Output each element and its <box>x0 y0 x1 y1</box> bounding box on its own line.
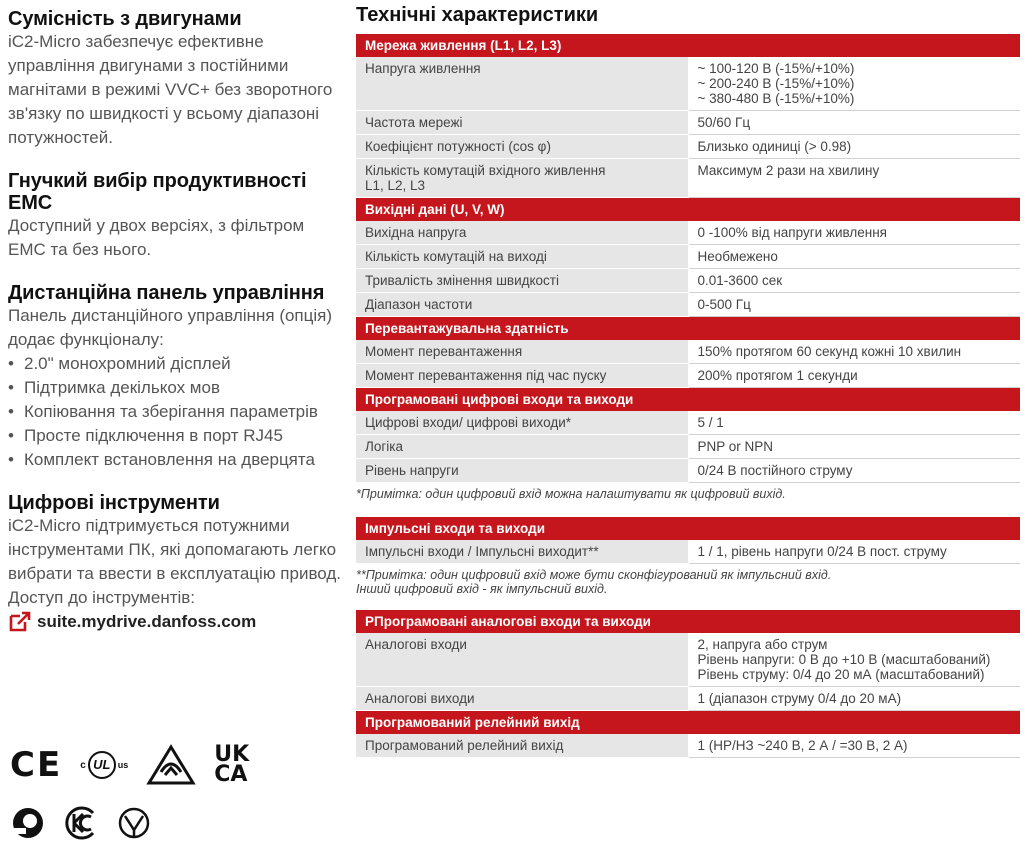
spec-table-mains <box>356 34 1020 483</box>
table-row <box>356 633 1020 687</box>
table-row <box>356 221 1020 245</box>
spec-value: 1 (НР/НЗ ~240 В, 2 А / =30 В, 2 А) <box>688 734 1020 758</box>
spec-key: Момент перевантаження <box>356 340 688 364</box>
bullet-item: • Комплект встановлення на дверцята <box>8 448 343 472</box>
spec-key: Коефіцієнт потужності (cos φ) <box>356 135 688 159</box>
table-row <box>356 159 1020 198</box>
spec-key: Аналогові входи <box>356 633 688 687</box>
spec-key: Рівень напруги <box>356 459 688 483</box>
spec-key: Цифрові входи/ цифрові виходи* <box>356 411 688 435</box>
spec-group-title: Програмовані цифрові входи та виходи <box>356 388 1020 412</box>
eac-mark-icon <box>10 806 46 840</box>
table-row <box>356 540 1020 564</box>
table-row <box>356 411 1020 435</box>
spec-group-header <box>356 317 1020 341</box>
section-title: Гнучкий вибір продуктивності EMC <box>8 170 307 214</box>
external-link-icon <box>8 611 32 633</box>
spec-group-header <box>356 711 1020 735</box>
spec-value: 0-500 Гц <box>688 293 1020 317</box>
table-row <box>356 111 1020 135</box>
feature-bullet-list <box>8 352 343 472</box>
section-body: Доступний у двох версіях, з фільтром ЕМС та без нього. <box>8 216 305 259</box>
suite-link-text[interactable]: suite.mydrive.danfoss.com <box>37 612 257 631</box>
spec-key: Програмований релейний вихід <box>356 734 688 758</box>
spec-key: Тривалість змінення швидкості <box>356 269 688 293</box>
table-row <box>356 245 1020 269</box>
spec-value: 0 -100% від напруги живлення <box>688 221 1020 245</box>
spec-value: Необмежено <box>688 245 1020 269</box>
spec-key: Кількість комутацій на виході <box>356 245 688 269</box>
section-motor-compat <box>8 8 343 150</box>
spec-group-title: Перевантажувальна здатність <box>356 317 1020 341</box>
feature-column <box>8 8 343 653</box>
spec-column <box>356 0 1020 758</box>
table-row <box>356 293 1020 317</box>
spec-value: 0.01-3600 сек <box>688 269 1020 293</box>
section-remote-panel <box>8 282 343 472</box>
section-body: Панель дистанційного управління (опція) додає функціоналу: <box>8 306 333 349</box>
spec-group-header <box>356 610 1020 633</box>
bullet-item: • 2.0ʺ монохромний дісплей <box>8 352 343 376</box>
spec-value: Максимум 2 рази на хвилину <box>688 159 1020 198</box>
spec-value: 200% протягом 1 секунди <box>688 364 1020 388</box>
table-row <box>356 687 1020 711</box>
spec-key: Діапазон частоти <box>356 293 688 317</box>
certification-marks <box>10 740 330 848</box>
spec-value: 50/60 Гц <box>688 111 1020 135</box>
spec-key: Напруга живлення <box>356 57 688 111</box>
table-row <box>356 269 1020 293</box>
bullet-item: • Підтримка декількох мов <box>8 376 343 400</box>
spec-value: Близько одиниці (> 0.98) <box>688 135 1020 159</box>
spec-group-title: Програмований релейний вихід <box>356 711 1020 735</box>
spec-key: Імпульсні входи / Імпульсні виходит** <box>356 540 688 564</box>
suite-link[interactable] <box>8 611 343 633</box>
spec-table-analog-relay <box>356 610 1020 758</box>
section-title: Дистанційна панель управління <box>8 282 325 304</box>
spec-value: 5 / 1 <box>688 411 1020 435</box>
footnote-digital: *Примітка: один цифровий вхід можна налаштувати як цифровий вихід. <box>356 487 786 501</box>
section-body-access: Доступ до інструментів: <box>8 588 196 607</box>
cert-row-2 <box>10 798 330 848</box>
spec-group-title: РПрограмовані аналогові входи та виходи <box>356 610 1020 633</box>
spec-value: 1 / 1, рівень напруги 0/24 В пост. струму <box>688 540 1020 564</box>
ukca-mark-icon: UK CA <box>214 742 250 787</box>
spec-key: Момент перевантаження під час пуску <box>356 364 688 388</box>
table-row <box>356 57 1020 111</box>
spec-group-title: Мережа живлення (L1, L2, L3) <box>356 34 1020 57</box>
table-row <box>356 364 1020 388</box>
rcm-mark-icon <box>146 744 196 786</box>
bullet-item: • Просте підключення в порт RJ45 <box>8 424 343 448</box>
table-row <box>356 459 1020 483</box>
spec-key: Кількість комутацій вхідного живлення L1, L2, L3 <box>356 159 688 198</box>
table-row <box>356 435 1020 459</box>
footnote-pulse: **Примітка: один цифровий вхід може бути сконфігурований як імпульсний вхід. Інший цифровий вхід - як імпульсний вихід. <box>356 568 832 596</box>
ce-mark-icon: CE <box>10 745 63 785</box>
ukrsepro-mark-icon <box>116 806 152 840</box>
spec-title: Технічні характеристики <box>356 4 599 26</box>
spec-group-title: Вихідні дані (U, V, W) <box>356 198 1020 222</box>
spec-value: ~ 100-120 В (-15%/+10%) ~ 200-240 В (-15%/+10%) ~ 380-480 В (-15%/+10%) <box>688 57 1020 111</box>
spec-key: Логіка <box>356 435 688 459</box>
table-row <box>356 734 1020 758</box>
table-row <box>356 340 1020 364</box>
spec-table-pulse <box>356 517 1020 564</box>
spec-value: PNP or NPN <box>688 435 1020 459</box>
section-title: Сумісність з двигунами <box>8 8 242 30</box>
cert-row-1 <box>10 740 330 790</box>
section-title: Цифрові інструменти <box>8 492 220 514</box>
spec-group-header <box>356 198 1020 222</box>
table-row <box>356 135 1020 159</box>
spec-value: 1 (діапазон струму 0/4 до 20 мА) <box>688 687 1020 711</box>
section-body: iC2-Micro підтримується потужними інструментами ПК, які допомагають легко вибрати та ввести в експлуатацію привод. <box>8 516 342 583</box>
spec-group-header <box>356 517 1020 540</box>
bullet-item: • Копіювання та зберігання параметрів <box>8 400 343 424</box>
spec-key: Частота мережі <box>356 111 688 135</box>
kc-mark-icon <box>64 806 98 840</box>
spec-value: 150% протягом 60 секунд кожні 10 хвилин <box>688 340 1020 364</box>
spec-group-header <box>356 34 1020 57</box>
section-emc <box>8 170 343 262</box>
spec-value: 0/24 В постійного струму <box>688 459 1020 483</box>
spec-group-header <box>356 388 1020 412</box>
spec-group-title: Імпульсні входи та виходи <box>356 517 1020 540</box>
spec-key: Аналогові виходи <box>356 687 688 711</box>
spec-key: Вихідна напруга <box>356 221 688 245</box>
spec-value: 2, напруга або струм Рівень напруги: 0 В до +10 В (масштабований) Рівень струму: 0/4 до 20 мА (масштабований) <box>688 633 1020 687</box>
ul-mark-icon: c UL us <box>80 751 128 779</box>
section-body: iC2-Micro забезпечує ефективне управління двигунами з постійними магнітами в режимі VVC+ без зворотного зв'язку по швидкості у всьому діапазоні потужностей. <box>8 32 333 147</box>
section-digital-tools <box>8 492 343 633</box>
